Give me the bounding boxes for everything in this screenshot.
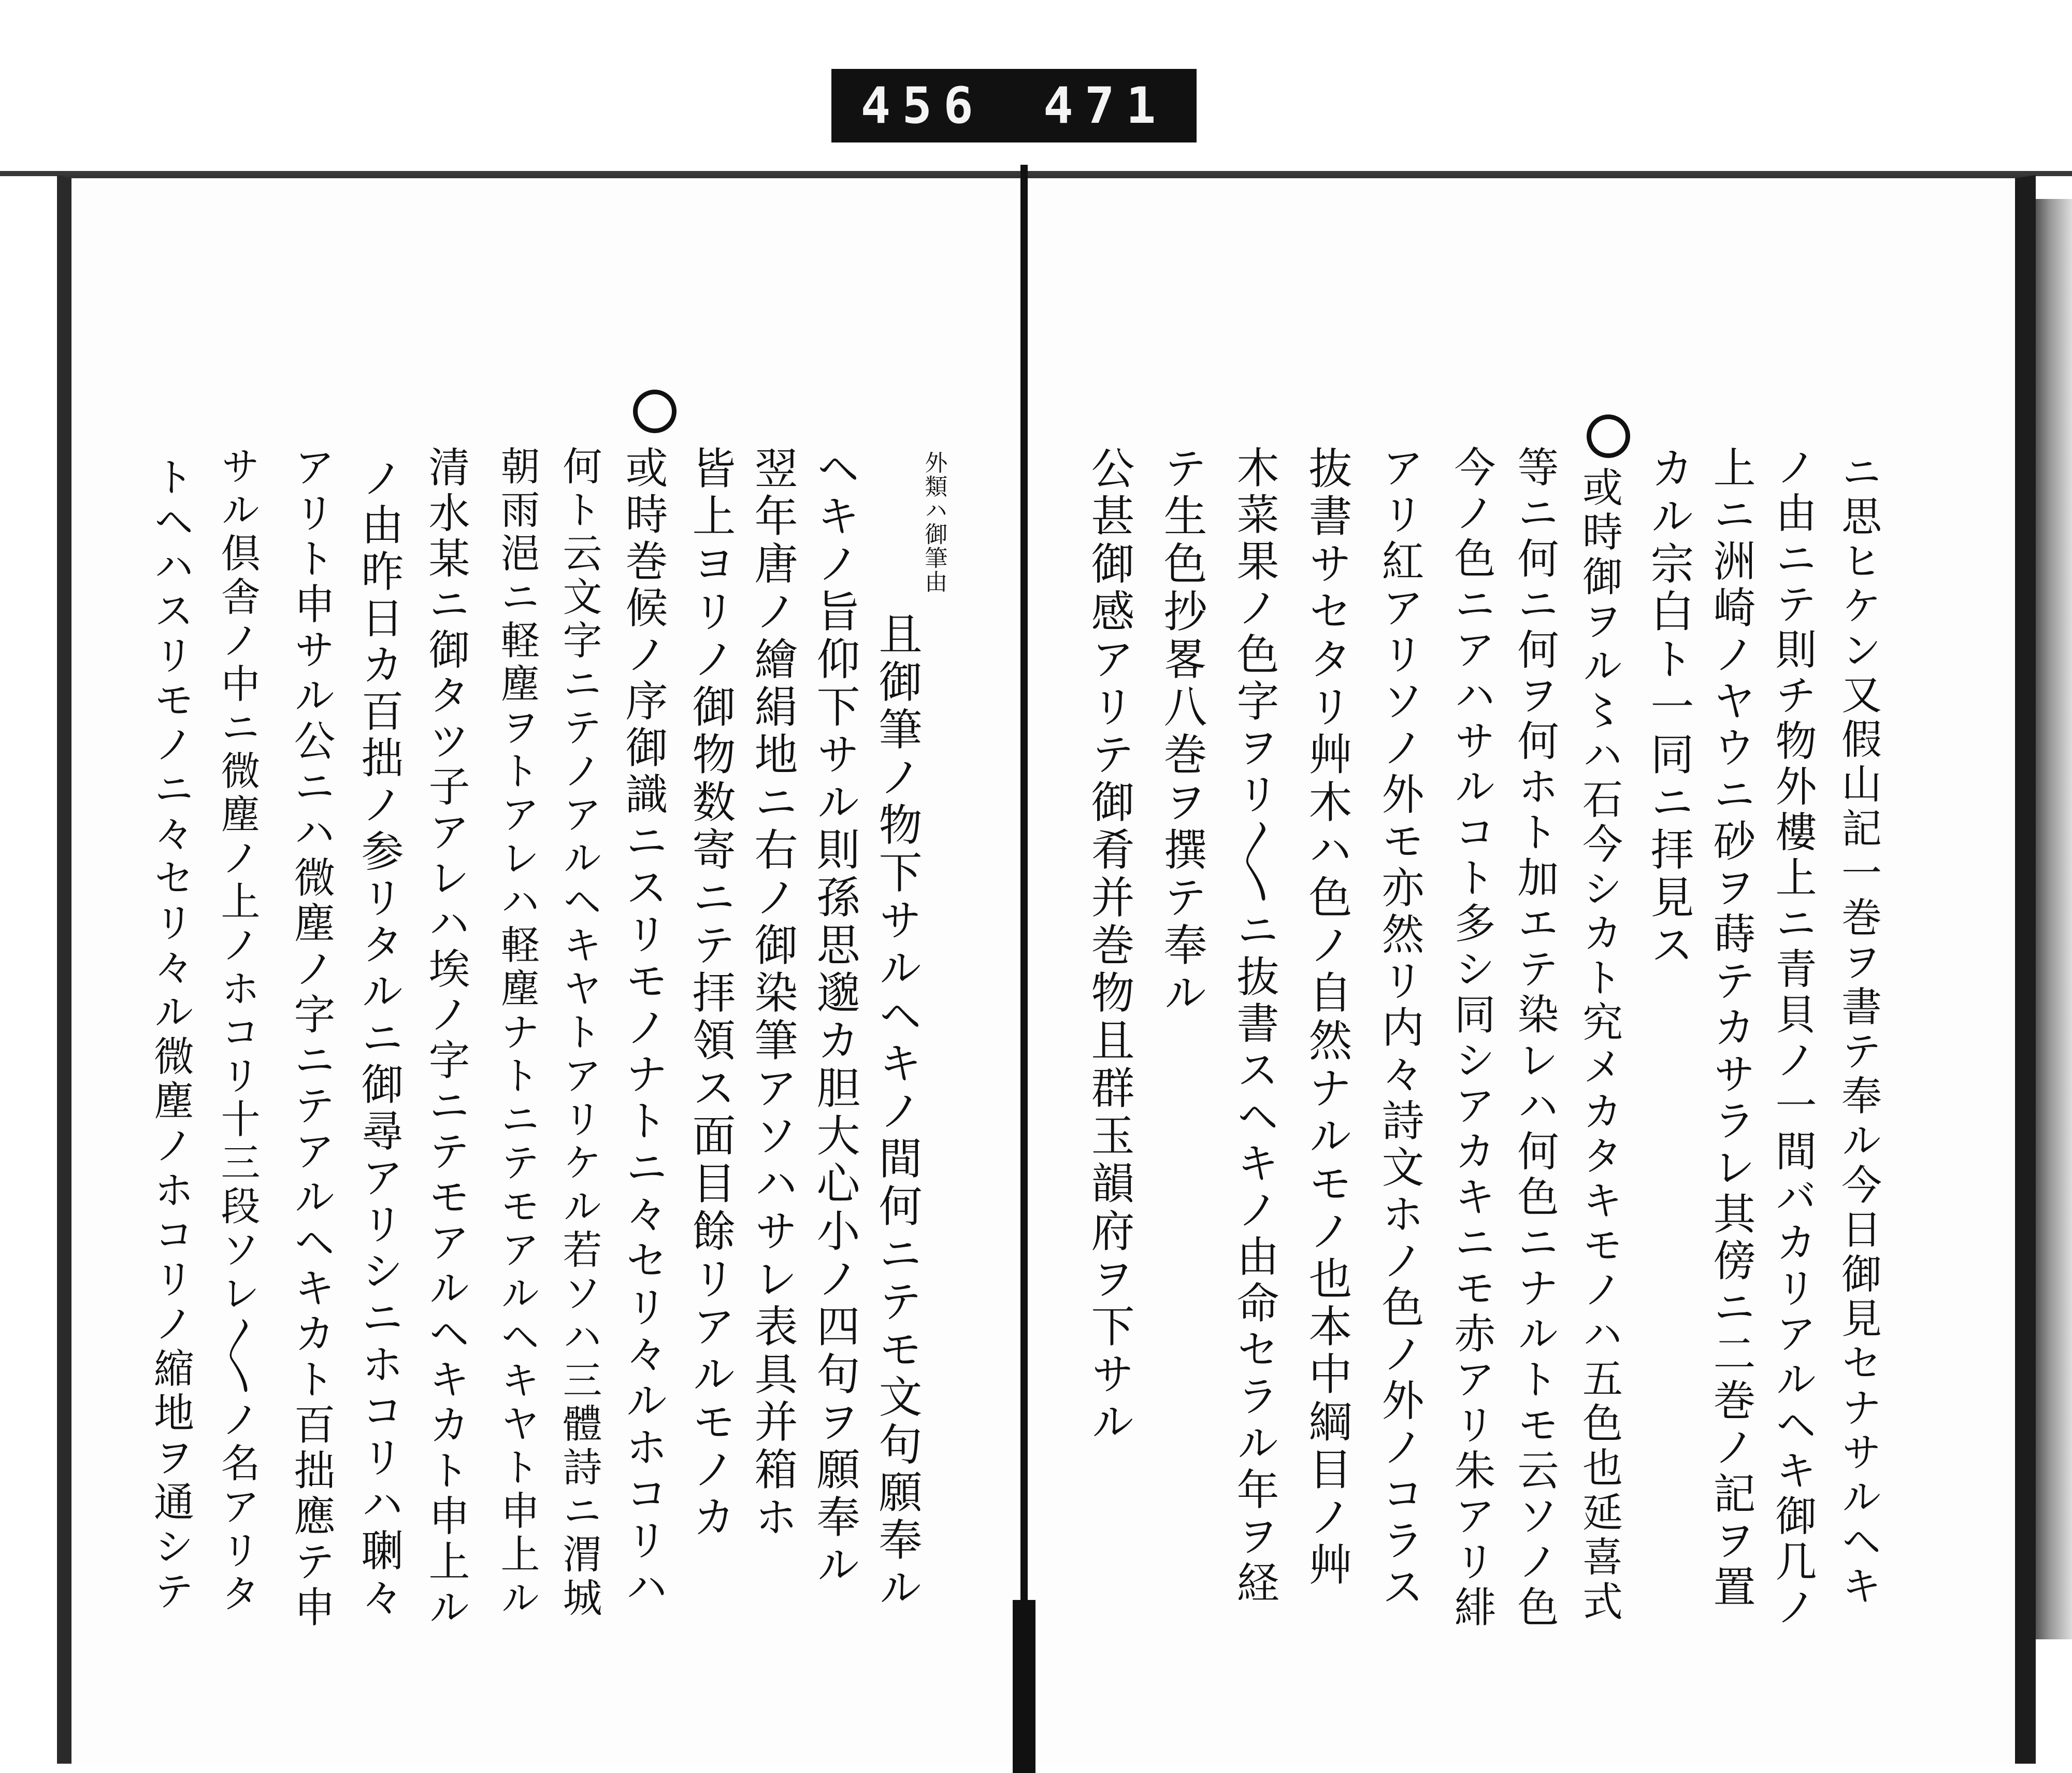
book-gutter xyxy=(1020,165,1028,1773)
left-col-6: 何ト云文字ニテノアルヘキヤトアリケル若ソハ三體詩ニ渭城 xyxy=(556,446,602,1621)
paragraph-circle-mark xyxy=(1587,414,1630,458)
left-col-2: ヘキノ旨仰下サル則孫思邈カ胆大心小ノ四句ヲ願奉ル xyxy=(810,446,860,1590)
right-col-10: 木菜果ノ色字ヲリ〳〵ニ抜書スヘキノ由命セラル年ヲ経 xyxy=(1230,446,1279,1607)
right-col-1: ニ思ヒケン又假山記一巻ヲ書テ奉ル今日御見セナサルヘキ xyxy=(1835,451,1881,1609)
left-col-5: 或時巻候ノ序御識ニスリモノナトニ々セリ々ルホコリハ xyxy=(618,446,668,1611)
left-col-12: トヘハスリモノニ々セリ々ル微塵ノホコリノ縮地ヲ通シテ xyxy=(147,456,194,1614)
frame-number-right: 471 xyxy=(1043,77,1168,135)
left-col-11: サル倶舎ノ中ニ微塵ノ上ノホコリ十三段ソレ〳〵ノ名アリタ xyxy=(214,446,261,1617)
left-marginal-note: 外類ハ御筆由 xyxy=(920,451,947,594)
right-col-2: ノ由ニテ則チ物外樓上ニ青貝ノ一間バカリアルヘキ御几ノ xyxy=(1768,446,1817,1631)
left-col-9: ノ由昨日カ百拙ノ参リタルニ御尋アリシニホコリハ䏀々 xyxy=(354,456,404,1622)
right-col-6: 等ニ何ニ何ヲ何ホト加エテ染レハ何色ニナルトモ云ソノ色 xyxy=(1510,446,1559,1631)
book-gutter-shadow xyxy=(1013,1600,1035,1773)
right-col-9: 抜書サセタリ艸木ハ色ノ自然ナルモノ也本中綱目ノ艸 xyxy=(1302,446,1352,1590)
right-col-11: テ生色抄畧八巻ヲ撰テ奉ル xyxy=(1157,446,1207,1018)
right-col-3: 上ニ洲崎ノヤウニ砂ヲ蒔テカサラレ其傍ニ二巻ノ記ヲ置 xyxy=(1706,446,1756,1611)
frame-number-left: 456 xyxy=(860,77,985,135)
right-col-8: アリ紅アリソノ外モ亦然リ内々詩文ホノ色ノ外ノコラス xyxy=(1375,446,1424,1611)
right-col-4: カル宗白ト一同ニ拝見ス xyxy=(1644,446,1694,970)
right-col-7: 今ノ色ニアハサルコト多シ同シアカキニモ赤アリ朱アリ緋 xyxy=(1447,446,1495,1631)
frame-number-label xyxy=(831,69,1197,142)
left-col-4: 皆上ヨリノ御物数寄ニテ拝領ス面目餘リアルモノカ xyxy=(685,446,736,1542)
left-col-8: 清水某ニ御タツ子アレハ埃ノ字ニテモアルヘキカト申上ル xyxy=(422,446,470,1631)
left-col-3: 翌年唐ノ繪絹地ニ右ノ御染筆アソハサレ表具并箱ホ xyxy=(747,446,798,1542)
right-col-12: 公甚御感アリテ御肴并巻物且群玉韻府ヲ下サル xyxy=(1084,446,1135,1447)
paragraph-circle-mark-left xyxy=(633,390,677,433)
right-col-5: 或時御ヲル〻ハ石今シカト究メカタキモノハ五色也延喜式 xyxy=(1576,466,1622,1625)
left-col-10: アリト申サル公ニハ微塵ノ字ニテアルヘキカト百拙應テ申 xyxy=(287,446,335,1631)
left-col-1: 且御筆ノ物下サルヘキノ間何ニテモ文句願奉ル xyxy=(872,611,923,1612)
left-col-7: 朝雨浥ニ軽塵ヲトアレハ軽塵ナトニテモアルヘキヤト申上ル xyxy=(494,446,540,1621)
